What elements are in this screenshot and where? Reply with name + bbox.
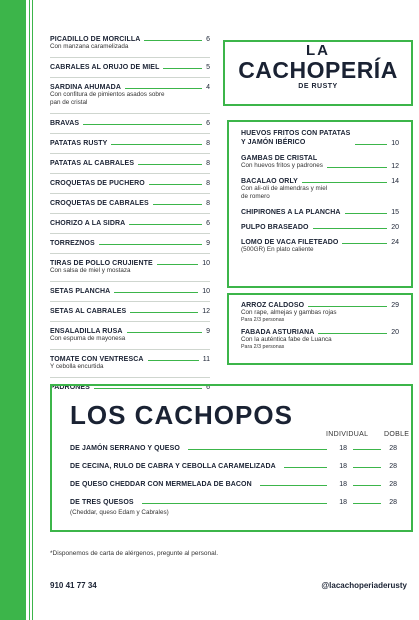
- leader-line: [355, 144, 387, 145]
- phone-number[interactable]: 910 41 77 34: [50, 581, 97, 590]
- menu-item: [241, 155, 399, 170]
- item-price: 12: [391, 163, 399, 170]
- leader-line: [148, 360, 199, 361]
- menu-item: [50, 84, 210, 107]
- item-name: LOMO DE VACA FILETEADO: [241, 239, 339, 246]
- price-individual: 18: [339, 463, 347, 470]
- price-individual: 18: [339, 481, 347, 488]
- item-note: Para 2/3 personas: [241, 344, 285, 350]
- menu-item: [50, 288, 210, 295]
- item-name: PULPO BRASEADO: [241, 224, 309, 231]
- item-price: 11: [202, 356, 210, 363]
- item-name: TOMATE CON VENTRESCA: [50, 356, 144, 363]
- item-name: CHIPIRONES A LA PLANCHA: [241, 209, 341, 216]
- price-individual: 18: [339, 499, 347, 506]
- item-price: 4: [206, 84, 210, 91]
- leader-line: [260, 485, 327, 486]
- divider: [50, 77, 210, 78]
- menu-item: [241, 239, 399, 254]
- item-desc: Con confitura de pimientos asados sobre pan de cristal: [50, 91, 165, 106]
- menu-item: [241, 130, 399, 147]
- leader-line: [157, 264, 198, 265]
- menu-item: [241, 224, 399, 231]
- item-price: 14: [391, 178, 399, 185]
- item-name: PATATAS AL CABRALES: [50, 160, 135, 167]
- menu-item: [50, 260, 210, 275]
- item-name: DE QUESO CHEDDAR CON MERMELADA DE BACON: [70, 481, 252, 488]
- leader-line: [188, 449, 327, 450]
- item-name: HUEVOS FRITOS CON PATATAS Y JAMÓN IBÉRICO: [241, 130, 351, 146]
- item-desc: Con espuma de mayonesa: [50, 335, 126, 342]
- leader-line: [125, 88, 202, 89]
- col-doble: DOBLE: [384, 431, 410, 438]
- item-price: 8: [206, 140, 210, 147]
- cachopo-row: [70, 445, 397, 452]
- item-price: 10: [202, 288, 210, 295]
- item-price: 20: [391, 329, 399, 336]
- item-name: BRAVAS: [50, 120, 80, 127]
- divider: [50, 281, 210, 282]
- menu-item: [241, 302, 399, 324]
- item-price: 8: [206, 200, 210, 207]
- item-name: CROQUETAS DE CABRALES: [50, 200, 149, 207]
- divider: [50, 321, 210, 322]
- menu-item: [50, 180, 210, 187]
- price-doble: 28: [389, 499, 397, 506]
- item-name: PADRONES: [50, 384, 90, 391]
- divider: [50, 153, 210, 154]
- leader-line: [313, 228, 388, 229]
- price-doble: 28: [389, 445, 397, 452]
- item-price: 20: [391, 224, 399, 231]
- menu-item: [241, 178, 399, 201]
- item-name: DE JAMÓN SERRANO Y QUESO: [70, 445, 180, 452]
- leader-line: [163, 68, 202, 69]
- item-price: 9: [206, 240, 210, 247]
- item-desc: Con huevos fritos y padrones: [241, 162, 323, 169]
- menu-item: [50, 200, 210, 207]
- divider: [50, 57, 210, 58]
- menu-item: [50, 308, 210, 315]
- leader-line: [153, 204, 202, 205]
- item-price: 6: [206, 36, 210, 43]
- leader-line: [353, 449, 381, 450]
- divider: [50, 233, 210, 234]
- leader-line: [318, 333, 387, 334]
- divider: [50, 133, 210, 134]
- item-desc: Con rape, almejas y gambas rojas: [241, 309, 337, 316]
- item-name: TIRAS DE POLLO CRUJIENTE: [50, 260, 153, 267]
- leader-line: [345, 213, 388, 214]
- item-name: DE CECINA, RULO DE CABRA Y CEBOLLA CARAMELIZADA: [70, 463, 276, 470]
- divider: [50, 301, 210, 302]
- divider: [50, 349, 210, 350]
- divider: [50, 377, 210, 378]
- item-name: FABADA ASTURIANA: [241, 329, 315, 336]
- item-price: 12: [202, 308, 210, 315]
- menu-item: [50, 356, 210, 371]
- logo-subtitle: DE RUSTY: [298, 83, 338, 90]
- leader-line: [302, 182, 387, 183]
- cachopos-box: [50, 384, 413, 532]
- menu-item: [241, 209, 399, 216]
- restaurant-logo: [223, 40, 413, 106]
- item-name: PICADILLO DE MORCILLA: [50, 36, 141, 43]
- menu-item: [50, 120, 210, 127]
- item-price: 6: [206, 220, 210, 227]
- price-doble: 28: [389, 463, 397, 470]
- item-name: BACALAO ORLY: [241, 178, 298, 185]
- item-name: PATATAS RUSTY: [50, 140, 108, 147]
- item-price: 8: [206, 160, 210, 167]
- item-desc: Con ali-oli de almendras y miel de romero: [241, 185, 328, 200]
- green-stripe: [0, 0, 26, 620]
- item-name: TORREZNOS: [50, 240, 95, 247]
- item-name: DE TRES QUESOS: [70, 499, 134, 506]
- item-price: 6: [206, 120, 210, 127]
- menu-item: [50, 64, 210, 71]
- leader-line: [284, 467, 327, 468]
- item-price: 10: [202, 260, 210, 267]
- item-name: SARDINA AHUMADA: [50, 84, 121, 91]
- cachopo-row: [70, 499, 397, 506]
- menu-item: [50, 240, 210, 247]
- leader-line: [353, 485, 381, 486]
- leader-line: [99, 244, 202, 245]
- item-name: CHORIZO A LA SIDRA: [50, 220, 126, 227]
- item-price: 10: [391, 140, 399, 147]
- logo-la: LA: [306, 42, 330, 59]
- item-name: CROQUETAS DE PUCHERO: [50, 180, 145, 187]
- leader-line: [342, 243, 387, 244]
- price-doble: 28: [389, 481, 397, 488]
- item-price: 8: [206, 180, 210, 187]
- item-desc: Con salsa de miel y mostaza: [50, 267, 131, 274]
- leader-line: [111, 144, 202, 145]
- item-note: Para 2/3 personas: [241, 317, 285, 323]
- menu-item: [50, 140, 210, 147]
- menu-item: [50, 328, 210, 343]
- leader-line: [114, 292, 198, 293]
- item-desc: (Cheddar, queso Edam y Cabrales): [70, 509, 169, 516]
- divider: [50, 173, 210, 174]
- stripe-line: [29, 0, 30, 620]
- leader-line: [149, 184, 202, 185]
- leader-line: [138, 164, 202, 165]
- item-desc: Con manzana caramelizada: [50, 43, 129, 50]
- item-price: 24: [391, 239, 399, 246]
- menu-item: [50, 36, 210, 51]
- leader-line: [353, 467, 381, 468]
- item-name: ARROZ CALDOSO: [241, 302, 305, 309]
- instagram-handle[interactable]: @lacachoperiaderusty: [321, 581, 407, 590]
- leader-line: [308, 306, 387, 307]
- cachopo-row: [70, 481, 397, 488]
- divider: [50, 253, 210, 254]
- divider: [50, 193, 210, 194]
- item-price: 15: [391, 209, 399, 216]
- item-desc: Y cebolla encurtida: [50, 363, 104, 370]
- item-desc: (500GR) En plato caliente: [241, 246, 314, 253]
- leader-line: [353, 503, 381, 504]
- menu-item: [241, 329, 399, 351]
- leader-line: [130, 312, 198, 313]
- leader-line: [127, 332, 203, 333]
- left-menu: [50, 36, 210, 391]
- leader-line: [144, 40, 202, 41]
- allergen-note: *Disponemos de carta de alérgenos, pregunte al personal.: [50, 550, 219, 557]
- col-individual: INDIVIDUAL: [326, 431, 369, 438]
- cachopos-title: LOS CACHOPOS: [70, 400, 293, 430]
- item-name: CABRALES AL ORUJO DE MIEL: [50, 64, 160, 71]
- divider: [50, 113, 210, 114]
- leader-line: [142, 503, 327, 504]
- price-individual: 18: [339, 445, 347, 452]
- item-name: ENSALADILLA RUSA: [50, 328, 123, 335]
- item-price: 5: [206, 64, 210, 71]
- leader-line: [327, 167, 387, 168]
- leader-line: [83, 124, 202, 125]
- item-name: SETAS PLANCHA: [50, 288, 111, 295]
- stripe-line: [32, 0, 33, 620]
- item-desc: Con la auténtica fabe de Luanca: [241, 336, 332, 343]
- item-name: GAMBAS DE CRISTAL: [241, 155, 318, 162]
- item-name: SETAS AL CABRALES: [50, 308, 127, 315]
- leader-line: [129, 224, 202, 225]
- item-price: 9: [206, 328, 210, 335]
- item-price: 6: [206, 384, 210, 391]
- menu-item: [50, 160, 210, 167]
- menu-item: [50, 220, 210, 227]
- item-price: 29: [391, 302, 399, 309]
- logo-name: CACHOPERÍA: [238, 57, 398, 83]
- mains-box: [227, 120, 413, 288]
- rice-box: [227, 293, 413, 365]
- cachopo-row: [70, 463, 397, 470]
- divider: [50, 213, 210, 214]
